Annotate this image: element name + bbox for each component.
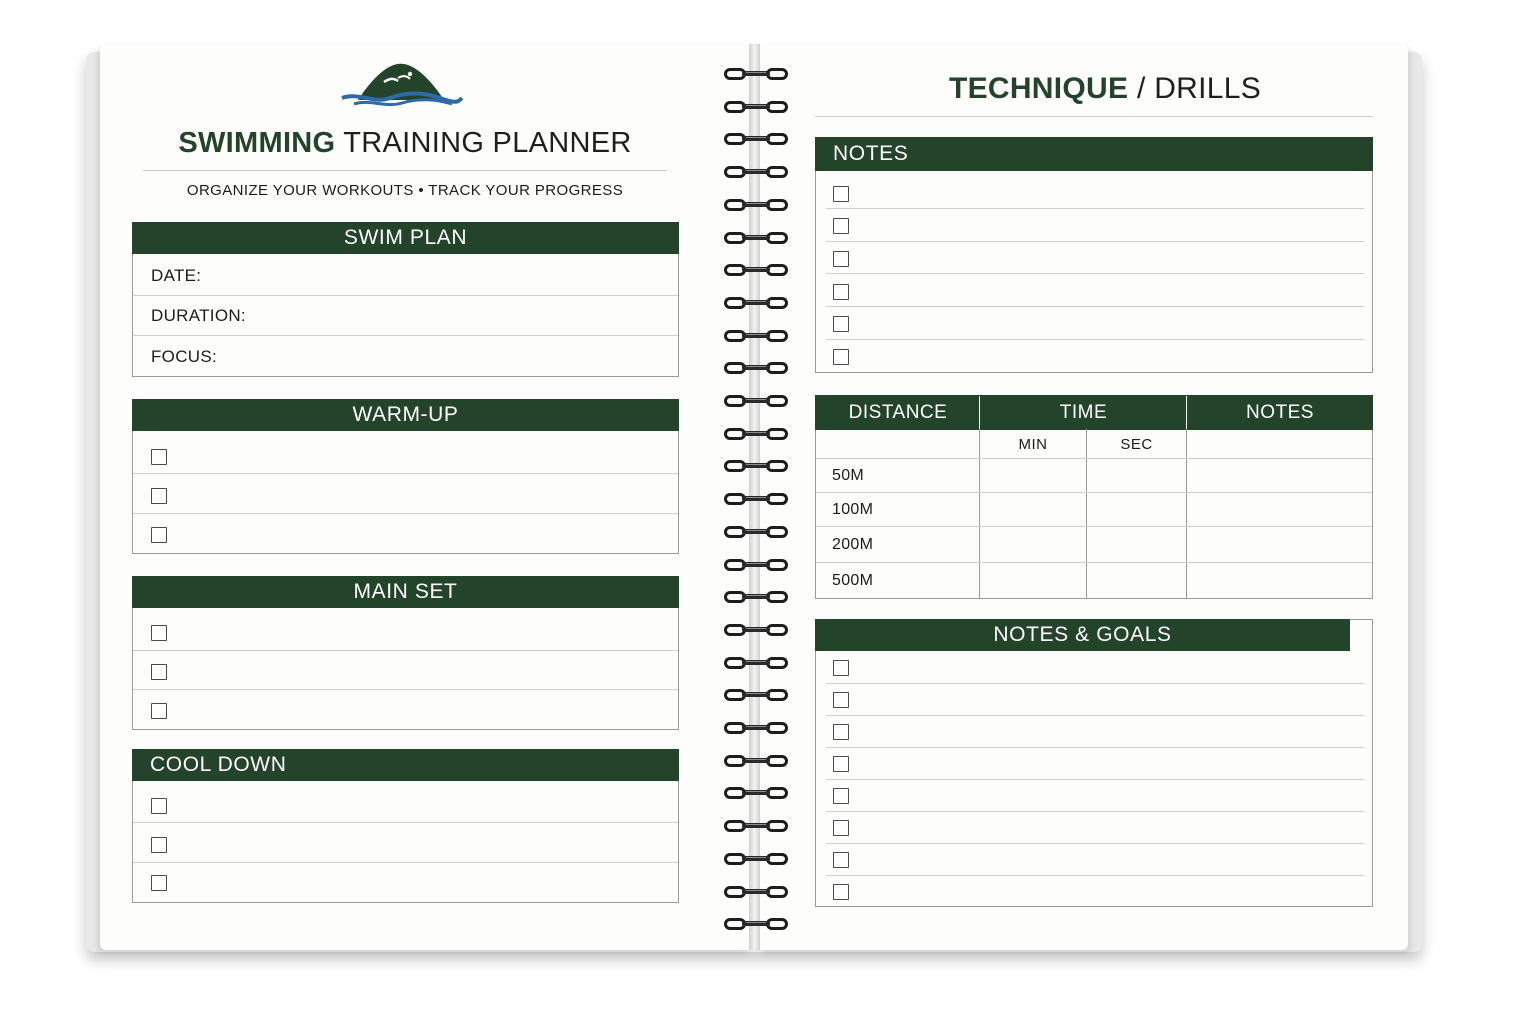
warm-up-checkbox[interactable]	[151, 527, 167, 543]
notes-checkbox[interactable]	[833, 284, 849, 300]
spiral-coil	[724, 101, 788, 113]
column-divider	[1086, 429, 1087, 598]
row-divider	[826, 339, 1364, 340]
notes-checkbox[interactable]	[833, 251, 849, 267]
spiral-coil	[724, 133, 788, 145]
spiral-coil	[724, 689, 788, 701]
spiral-coil	[724, 853, 788, 865]
cool-down-section	[132, 749, 679, 903]
goal-checkbox[interactable]	[833, 852, 849, 868]
warm-up-checkbox[interactable]	[151, 488, 167, 504]
main-set-checkbox[interactable]	[151, 625, 167, 641]
main-set-section	[132, 576, 679, 730]
row-divider	[826, 747, 1364, 748]
warm-up-checkbox[interactable]	[151, 449, 167, 465]
spiral-coil	[724, 657, 788, 669]
spiral-coil	[724, 755, 788, 767]
distance-500m: 500M	[832, 572, 874, 589]
cool-down-checkbox[interactable]	[151, 798, 167, 814]
goal-checkbox[interactable]	[833, 692, 849, 708]
notes-checkbox[interactable]	[833, 316, 849, 332]
row-divider	[826, 875, 1364, 876]
swim-plan-section	[132, 222, 679, 377]
row-divider	[826, 779, 1364, 780]
spiral-coil	[724, 232, 788, 244]
goal-checkbox[interactable]	[833, 724, 849, 740]
notes-section	[815, 137, 1373, 373]
page-title-rest: TRAINING PLANNER	[335, 127, 632, 159]
main-set-heading: MAIN SET	[132, 576, 679, 608]
notes-checkbox[interactable]	[833, 186, 849, 202]
time-header: TIME	[1059, 402, 1108, 423]
row-divider	[133, 295, 678, 296]
spiral-coil	[724, 820, 788, 832]
cool-down-heading: COOL DOWN	[132, 749, 679, 781]
min-subheader: MIN	[1018, 436, 1048, 453]
spiral-coil	[724, 460, 788, 472]
goal-checkbox[interactable]	[833, 756, 849, 772]
spiral-coil	[724, 591, 788, 603]
swim-logo-icon	[340, 60, 464, 110]
technique-title-bold: TECHNIQUE	[948, 72, 1129, 105]
main-set-checkbox[interactable]	[151, 703, 167, 719]
notes-goals-section	[815, 619, 1373, 907]
spiral-coil	[724, 362, 788, 374]
spiral-coil	[724, 199, 788, 211]
row-divider	[826, 715, 1364, 716]
sec-subheader: SEC	[1120, 436, 1153, 453]
row-divider	[133, 473, 678, 474]
notes-heading: NOTES	[815, 137, 1373, 171]
spiral-coil	[724, 264, 788, 276]
spiral-coil	[724, 428, 788, 440]
row-divider	[826, 208, 1364, 209]
row-divider	[826, 306, 1364, 307]
column-divider	[979, 429, 980, 598]
row-divider	[816, 562, 1372, 563]
spiral-coil	[724, 624, 788, 636]
technique-divider	[815, 116, 1373, 117]
notes-header: NOTES	[1246, 402, 1314, 423]
date-label: DATE:	[151, 266, 202, 285]
swim-plan-heading: SWIM PLAN	[132, 222, 679, 254]
spiral-coil	[724, 526, 788, 538]
goal-checkbox[interactable]	[833, 884, 849, 900]
header-separator	[979, 396, 980, 429]
spiral-coil	[724, 297, 788, 309]
page-title-bold: SWIMMING	[178, 127, 336, 159]
technique-title	[760, 72, 1450, 106]
notes-checkbox[interactable]	[833, 218, 849, 234]
main-set-checkbox[interactable]	[151, 664, 167, 680]
page-subtitle: ORGANIZE YOUR WORKOUTS • TRACK YOUR PROGRESS	[186, 182, 624, 199]
spiral-coil	[724, 559, 788, 571]
warm-up-heading: WARM-UP	[132, 399, 679, 431]
distance-200m: 200M	[832, 536, 874, 553]
spiral-coil	[724, 787, 788, 799]
distance-100m: 100M	[832, 501, 874, 518]
spiral-coil	[724, 68, 788, 80]
row-divider	[133, 513, 678, 514]
focus-label: FOCUS:	[151, 347, 218, 366]
row-divider	[826, 843, 1364, 844]
spiral-coil	[724, 493, 788, 505]
page-title	[100, 127, 710, 160]
row-divider	[826, 811, 1364, 812]
row-divider	[133, 862, 678, 863]
row-divider	[816, 526, 1372, 527]
column-divider	[1186, 429, 1187, 598]
duration-label: DURATION:	[151, 306, 246, 325]
row-divider	[133, 335, 678, 336]
spiral-coil	[724, 918, 788, 930]
row-divider	[826, 241, 1364, 242]
row-divider	[816, 492, 1372, 493]
spiral-coil	[724, 886, 788, 898]
warm-up-section	[132, 399, 679, 554]
header-separator	[1186, 396, 1187, 429]
distance-time-table	[815, 395, 1373, 599]
goal-checkbox[interactable]	[833, 660, 849, 676]
spiral-coil	[724, 166, 788, 178]
title-divider	[143, 170, 667, 171]
technique-title-rest: / DRILLS	[1128, 72, 1262, 105]
notes-checkbox[interactable]	[833, 349, 849, 365]
distance-header: DISTANCE	[848, 402, 948, 423]
row-divider	[826, 273, 1364, 274]
notes-goals-heading: NOTES & GOALS	[815, 619, 1350, 651]
row-divider	[133, 822, 678, 823]
spiral-coil	[724, 395, 788, 407]
goal-checkbox[interactable]	[833, 820, 849, 836]
cool-down-checkbox[interactable]	[151, 837, 167, 853]
spiral-coil	[724, 330, 788, 342]
row-divider	[816, 458, 1372, 459]
spiral-coil	[724, 722, 788, 734]
row-divider	[133, 689, 678, 690]
goal-checkbox[interactable]	[833, 788, 849, 804]
row-divider	[133, 650, 678, 651]
row-divider	[826, 683, 1364, 684]
cool-down-checkbox[interactable]	[151, 875, 167, 891]
distance-50m: 50M	[832, 467, 865, 484]
